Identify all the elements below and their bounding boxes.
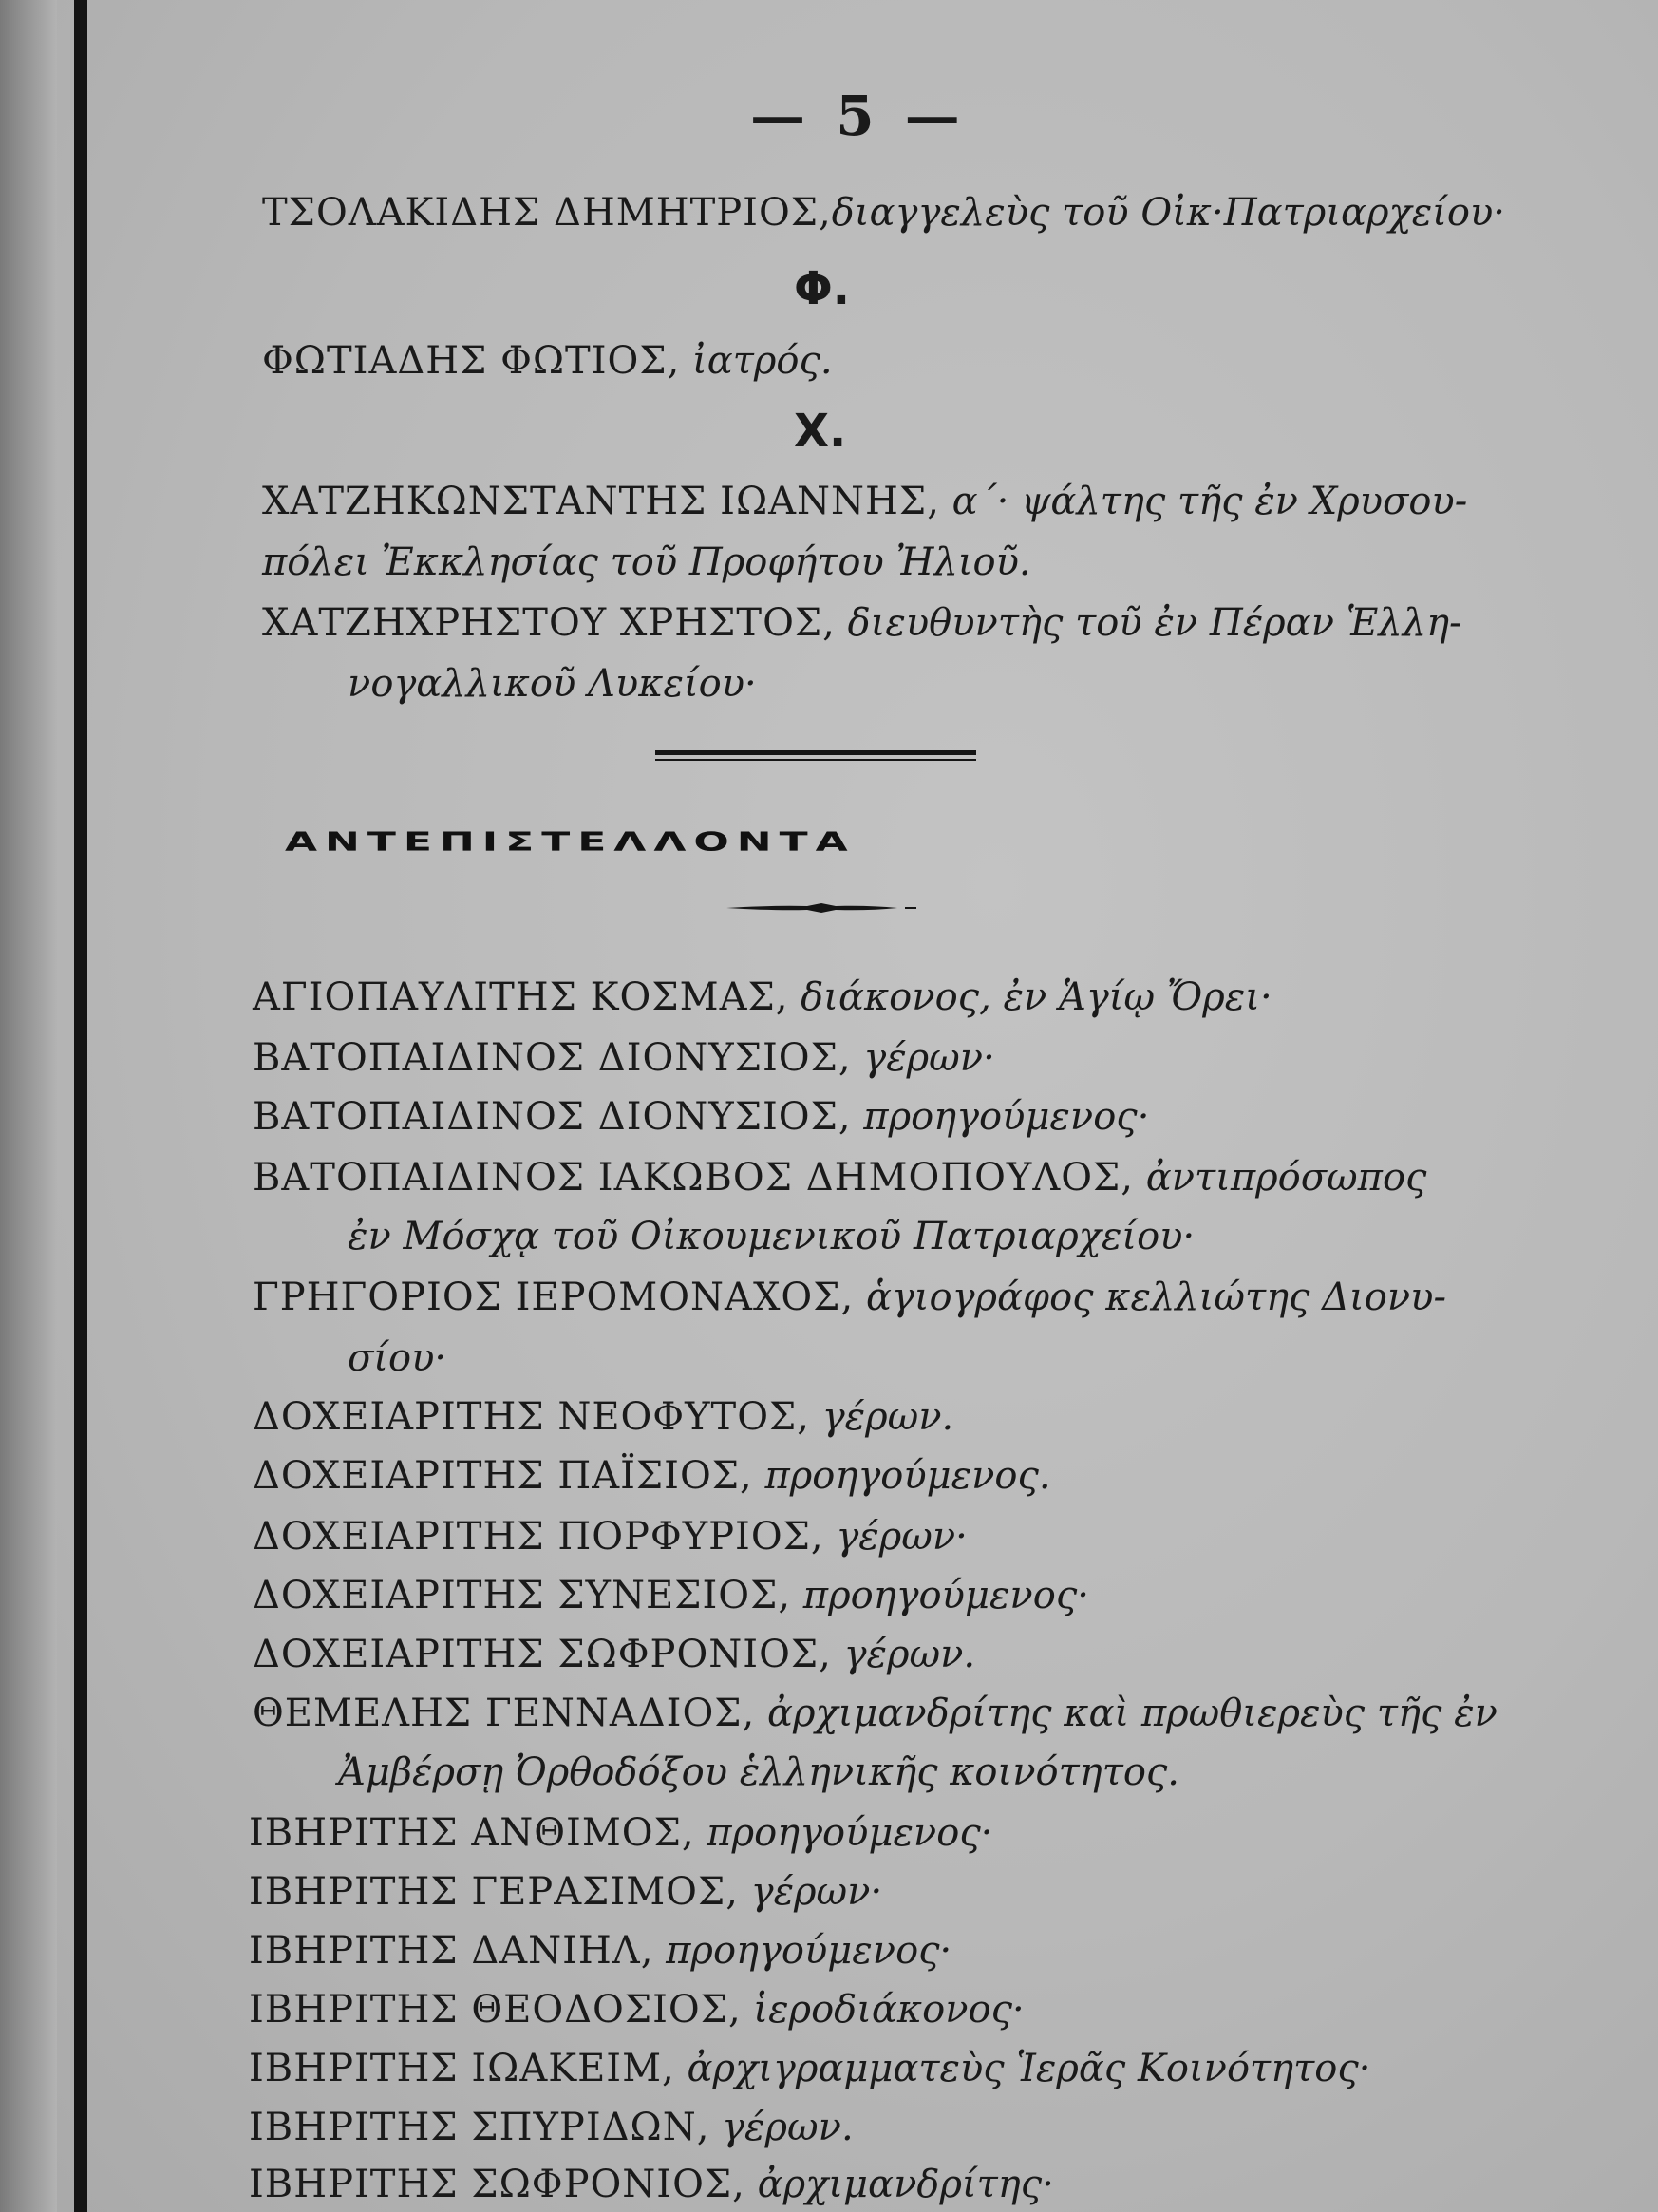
entry-name: ΙΒΗΡΙΤΗΣ ΙΩΑΚΕΙΜ, [249, 2047, 675, 2090]
entry-continuation: ἐν Μόσχᾳ τοῦ Οἰκουμενικοῦ Πατριαρχείου· [348, 1215, 1196, 1258]
entry-name: ΘΕΜΕΛΗΣ ΓΕΝΝΑΔΙΟΣ, [253, 1692, 756, 1735]
entry-name: ΓΡΗΓΟΡΙΟΣ ΙΕΡΟΜΟΝΑΧΟΣ, [253, 1276, 855, 1319]
entry-line [249, 1987, 1025, 2032]
entry-description: προηγούμενος. [764, 1454, 1051, 1498]
entry-description: γέρων· [750, 1870, 883, 1914]
entry-name: ΑΓΙΟΠΑΥΛΙΤΗΣ ΚΟΣΜΑΣ, [253, 975, 789, 1019]
entry-description: ἀρχιμανδρίτης· [757, 2163, 1054, 2206]
entry-name: ΙΒΗΡΙΤΗΣ ΑΝΘΙΜΟΣ, [249, 1811, 695, 1855]
page-number: — 5 — [750, 84, 966, 148]
entry-line [253, 974, 1272, 1020]
entry-line [253, 1155, 1426, 1201]
entry-name: ΙΒΗΡΙΤΗΣ ΓΕΡΑΣΙΜΟΣ, [249, 1870, 739, 1914]
entry-continuation: πόλει Ἐκκλησίας τοῦ Προφήτου Ἠλιοῦ. [262, 540, 1031, 584]
entry-description: ἱεροδιάκονος· [753, 1988, 1025, 2032]
entry-line [253, 1094, 1149, 1140]
entry-description: προηγούμενος· [863, 1095, 1150, 1139]
entry-name: ΙΒΗΡΙΤΗΣ ΔΑΝΙΗΛ, [249, 1929, 654, 1973]
entry-description: ἰατρός. [692, 339, 833, 383]
entry-line [262, 479, 1467, 524]
entry-name: ΤΣΟΛΑΚΙΔΗΣ ΔΗΜΗΤΡΙΟΣ, [262, 191, 832, 235]
binding-shadow [0, 0, 57, 2212]
entry-name: ΙΒΗΡΙΤΗΣ ΣΩΦΡΟΝΙΟΣ, [249, 2163, 745, 2206]
entry-line [253, 1632, 975, 1677]
entry-description: προηγούμενος· [707, 1811, 993, 1855]
entry-description: διάκονος, ἐν Ἁγίῳ Ὄρει· [801, 975, 1272, 1019]
entry-name: ΔΟΧΕΙΑΡΙΤΗΣ ΣΥΝΕΣΙΟΣ, [253, 1574, 792, 1617]
entry-name: ΧΑΤΖΗΧΡΗΣΤΟΥ ΧΡΗΣΤΟΣ, [262, 601, 836, 645]
entry-name: ΒΑΤΟΠΑΙΔΙΝΟΣ ΔΙΟΝΥΣΙΟΣ, [253, 1036, 852, 1080]
entry-description: διαγγελεὺς τοῦ Οἰκ·Πατριαρχείου· [831, 191, 1505, 235]
entry-name: ΒΑΤΟΠΑΙΔΙΝΟΣ ΔΙΟΝΥΣΙΟΣ, [253, 1095, 852, 1139]
entry-description: γέρων. [843, 1633, 976, 1676]
entry-line [249, 1928, 951, 1974]
entry-name: ΔΟΧΕΙΑΡΙΤΗΣ ΠΑΪΣΙΟΣ, [253, 1454, 753, 1498]
entry-line [253, 1514, 968, 1560]
entry-line [249, 1810, 992, 1856]
entry-line [249, 2162, 1054, 2207]
letter-heading-chi: Χ. [794, 405, 847, 458]
entry-line [253, 1453, 1051, 1499]
entry-line [262, 600, 1462, 646]
entry-name: ΒΑΤΟΠΑΙΔΙΝΟΣ ΙΑΚΩΒΟΣ ΔΗΜΟΠΟΥΛΟΣ, [253, 1156, 1134, 1200]
double-rule-top [655, 750, 976, 755]
section-title: ΑΝΤΕΠΙΣΤΕΛΛΟΝΤΑ [285, 826, 856, 858]
entry-line [253, 1275, 1446, 1320]
entry-continuation: νογαλλικοῦ Λυκείου· [348, 662, 757, 706]
letter-heading-phi: Φ. [794, 262, 851, 315]
entry-line [249, 2105, 854, 2150]
entry-description: α΄· ψάλτης τῆς ἐν Χρυσου- [951, 480, 1468, 523]
entry-description: ἁγιογράφος κελλιώτης Διονυ- [865, 1276, 1446, 1319]
entry-description: προηγούμενος· [666, 1929, 952, 1973]
entry-name: ΔΟΧΕΙΑΡΙΤΗΣ ΝΕΟΦΥΤΟΣ, [253, 1395, 810, 1439]
entry-description: προηγούμενος· [802, 1574, 1089, 1617]
double-rule-bottom [655, 759, 976, 761]
entry-name: ΙΒΗΡΙΤΗΣ ΘΕΟΔΟΣΙΟΣ, [249, 1988, 742, 2032]
entry-line [253, 1691, 1498, 1736]
entry-description: ἀντιπρόσωπος [1145, 1156, 1427, 1200]
entry-name: ΧΑΤΖΗΚΩΝΣΤΑΝΤΗΣ ΙΩΑΝΝΗΣ, [262, 480, 940, 523]
entry-continuation: Ἀμβέρσῃ Ὀρθοδόξου ἑλληνικῆς κοινότητος. [338, 1750, 1180, 1794]
entry-name: ΔΟΧΕΙΑΡΙΤΗΣ ΣΩΦΡΟΝΙΟΣ, [253, 1633, 832, 1676]
entry-description: ἀρχιμανδρίτης καὶ πρωθιερεὺς τῆς ἐν [766, 1692, 1498, 1735]
entry-description: γέρων. [821, 1395, 954, 1439]
entry-description: ἀρχιγραμματεὺς Ἱερᾶς Κοινότητος· [687, 2047, 1371, 2090]
ornament-divider [726, 902, 916, 914]
entry-line [262, 338, 833, 384]
entry-line [253, 1035, 995, 1081]
entry-name: ΙΒΗΡΙΤΗΣ ΣΠΥΡΙΔΩΝ, [249, 2106, 710, 2149]
entry-line [253, 1573, 1089, 1618]
entry-continuation: σίου· [348, 1336, 447, 1380]
entry-line [249, 1869, 882, 1915]
entry-description: γέρων· [863, 1036, 995, 1080]
entry-line [253, 1394, 953, 1440]
entry-description: γέρων· [836, 1515, 968, 1559]
entry-description: γέρων. [722, 2106, 854, 2149]
entry-line [262, 190, 1505, 236]
entry-name: ΔΟΧΕΙΑΡΙΤΗΣ ΠΟΡΦΥΡΙΟΣ, [253, 1515, 824, 1559]
entry-line [249, 2046, 1370, 2091]
binding-edge [74, 0, 87, 2212]
entry-description: διευθυντὴς τοῦ ἐν Πέραν Ἑλλη- [847, 601, 1462, 645]
entry-name: ΦΩΤΙΑΔΗΣ ΦΩΤΙΟΣ, [262, 339, 681, 383]
